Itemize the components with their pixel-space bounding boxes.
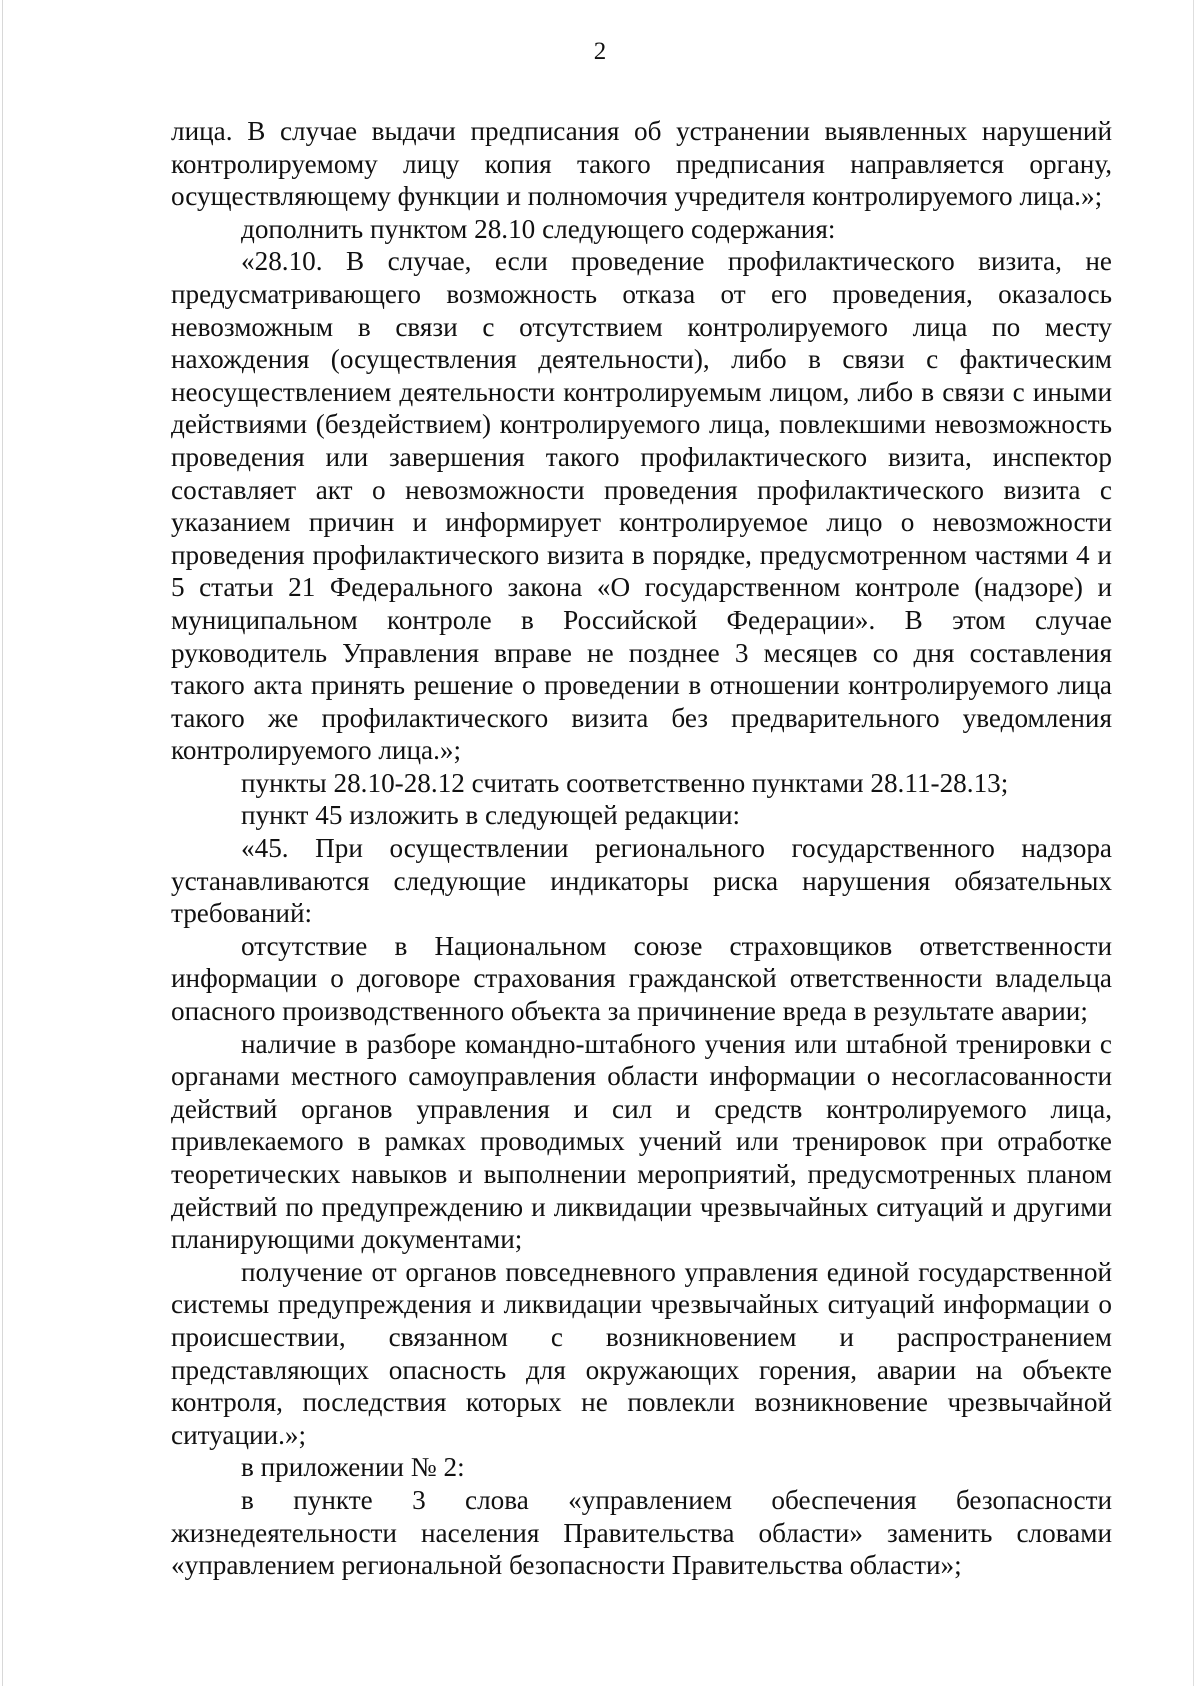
paragraph-clause-45: «45. При осуществлении регионального государственного надзора устанавливаются следующие индикаторы риска нарушения обязательных требований: bbox=[171, 833, 1112, 929]
paragraph-risk-indicator-3: получение от органов повседневного управления единой государственной системы предупреждения и ликвидации чрезвычайных ситуаций информации о происшествии, связанном с возникновением и распространением представляющих опасность для окружающих горения, аварии на объекте контроля, последствия которых не повлекли возникновение чрезвычайной ситуации.»; bbox=[171, 1256, 1112, 1450]
document-body bbox=[171, 115, 1112, 1582]
scan-edge-left bbox=[2, 0, 3, 1686]
scan-edge-right bbox=[1193, 0, 1194, 1686]
paragraph-risk-indicator-1: отсутствие в Национальном союзе страховщиков ответственности информации о договоре страхования гражданской ответственности владельца опасного производственного объекта за причинение вреда в результате аварии; bbox=[171, 930, 1112, 1027]
paragraph-appendix-2: в приложении № 2: bbox=[241, 1452, 465, 1483]
paragraph-risk-indicator-2: наличие в разборе командно-штабного учения или штабной тренировки с органами местного самоуправления области информации о несогласованности действий органов управления и сил и средств контролируемого лица, привлекаемого в рамках проводимых учений или тренировок при отработке теоретических навыков и выполнении мероприятий, предусмотренных планом действий по предупреждению и ликвидации чрезвычайных ситуаций и другими планирующими документами; bbox=[171, 1028, 1112, 1255]
paragraph-continuation: лица. В случае выдачи предписания об устранении выявленных нарушений контролируемому лицу копия такого предписания направляется органу, осуществляющему функции и полномочия учредителя контролируемого лица.»; bbox=[171, 116, 1112, 212]
paragraph-amendment-add-28-10: дополнить пунктом 28.10 следующего содержания: bbox=[241, 213, 836, 244]
paragraph-amendment-clause-45: пункт 45 изложить в следующей редакции: bbox=[241, 800, 741, 831]
paragraph-clause-28-10: «28.10. В случае, если проведение профилактического визита, не предусматривающего возможность отказа от его проведения, оказалось невозможным в связи с отсутствием контролируемого лица по месту нахождения (осуществления деятельности), либо в связи с фактическим неосуществлением деятельности контролируемым лицом, либо в связи с иными действиями (бездействием) контролируемого лица, повлекшими невозможность проведения или завершения такого профилактического визита, инспектор составляет акт о невозможности проведения профилактического визита с указанием причин и информирует контролируемое лицо о невозможности проведения профилактического визита в порядке, предусмотренном частями 4 и 5 статьи 21 Федерального закона «О государственном контроле (надзоре) и муниципальном контроле в Российской Федерации». В этом случае руководитель Управления вправе не позднее 3 месяцев со дня составления такого акта принять решение о проведении в отношении контролируемого лица такого же профилактического визита без предварительного уведомления контролируемого лица.»; bbox=[171, 246, 1112, 766]
paragraph-appendix-2-clause-3: в пункте 3 слова «управлением обеспечения безопасности жизнедеятельности населения Правительства области» заменить словами «управлением региональной безопасности Правительства области»; bbox=[171, 1484, 1112, 1581]
page-number: 2 bbox=[593, 38, 607, 65]
paragraph-renumber: пункты 28.10-28.12 считать соответственно пунктами 28.11-28.13; bbox=[241, 767, 1009, 798]
